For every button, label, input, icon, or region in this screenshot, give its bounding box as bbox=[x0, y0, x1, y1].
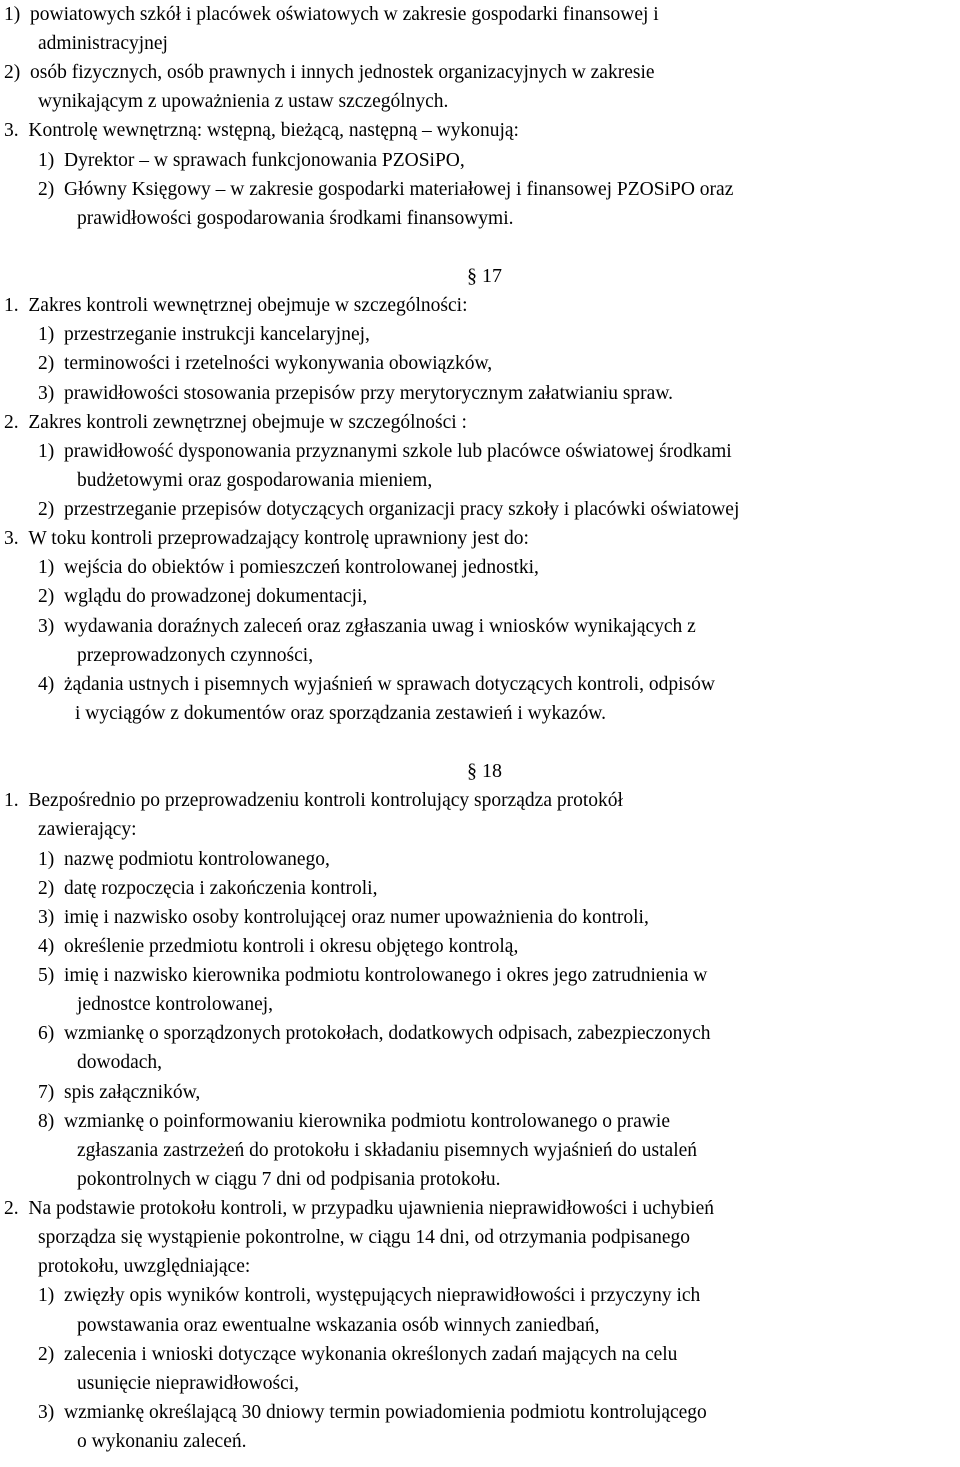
list-item: 4) żądania ustnych i pisemnych wyjaśnień w sprawach dotyczących kontroli, odpisów bbox=[38, 674, 715, 695]
list-item: 2) wglądu do prowadzonej dokumentacji, bbox=[38, 586, 368, 607]
list-item: 2) osób fizycznych, osób prawnych i innych jednostek organizacyjnych w zakresie bbox=[4, 62, 655, 83]
text-line: przeprowadzonych czynności, bbox=[77, 645, 314, 666]
list-item: 2) datę rozpoczęcia i zakończenia kontroli, bbox=[38, 878, 378, 899]
text-line: sporządza się wystąpienie pokontrolne, w ciągu 14 dni, od otrzymania podpisanego bbox=[38, 1227, 690, 1248]
list-item: 2. Zakres kontroli zewnętrznej obejmuje w szczególności : bbox=[4, 412, 467, 433]
list-item: 2) Główny Księgowy – w zakresie gospodarki materiałowej i finansowej PZOSiPO oraz bbox=[38, 179, 734, 200]
text-line: dowodach, bbox=[77, 1052, 163, 1073]
list-item: 1) prawidłowość dysponowania przyznanymi szkole lub placówce oświatowej środkami bbox=[38, 441, 732, 462]
list-item: 1. Zakres kontroli wewnętrznej obejmuje w szczególności: bbox=[4, 295, 468, 316]
list-item: 3) wzmiankę określającą 30 dniowy termin powiadomienia podmiotu kontrolującego bbox=[38, 1402, 707, 1423]
list-item: 5) imię i nazwisko kierownika podmiotu kontrolowanego i okres jego zatrudnienia w bbox=[38, 965, 708, 986]
section-heading: § 18 bbox=[467, 760, 502, 782]
list-item: 2) przestrzeganie przepisów dotyczących organizacji pracy szkoły i placówki oświatowej bbox=[38, 499, 740, 520]
text-line: budżetowymi oraz gospodarowania mieniem, bbox=[77, 470, 433, 491]
text-line: zawierający: bbox=[38, 819, 137, 840]
list-item: 8) wzmiankę o poinformowaniu kierownika podmiotu kontrolowanego o prawie bbox=[38, 1111, 670, 1132]
list-item: 3) prawidłowości stosowania przepisów przy merytorycznym załatwianiu spraw. bbox=[38, 383, 674, 404]
text-line: pokontrolnych w ciągu 7 dni od podpisania protokołu. bbox=[77, 1169, 501, 1190]
list-item: 3. W toku kontroli przeprowadzający kontrolę uprawniony jest do: bbox=[4, 528, 529, 549]
text-line: i wyciągów z dokumentów oraz sporządzania zestawień i wykazów. bbox=[75, 703, 606, 724]
list-item: 4) określenie przedmiotu kontroli i okresu objętego kontrolą, bbox=[38, 936, 519, 957]
list-item: 1) przestrzeganie instrukcji kancelaryjnej, bbox=[38, 324, 370, 345]
list-item: 1) wejścia do obiektów i pomieszczeń kontrolowanej jednostki, bbox=[38, 557, 539, 578]
text-line: administracyjnej bbox=[38, 33, 168, 54]
text-line: jednostce kontrolowanej, bbox=[77, 994, 274, 1015]
list-item: 7) spis załączników, bbox=[38, 1082, 201, 1103]
text-line: protokołu, uwzględniające: bbox=[38, 1256, 251, 1277]
list-item: 3. Kontrolę wewnętrzną: wstępną, bieżącą, następną – wykonują: bbox=[4, 120, 519, 141]
text-line: wynikającym z upoważnienia z ustaw szczególnych. bbox=[38, 91, 449, 112]
text-line: o wykonaniu zaleceń. bbox=[77, 1431, 247, 1452]
list-item: 1) zwięzły opis wyników kontroli, występujących nieprawidłowości i przyczyny ich bbox=[38, 1285, 701, 1306]
list-item: 2) terminowości i rzetelności wykonywania obowiązków, bbox=[38, 353, 493, 374]
list-item: 3) imię i nazwisko osoby kontrolującej oraz numer upoważnienia do kontroli, bbox=[38, 907, 649, 928]
list-item: 6) wzmiankę o sporządzonych protokołach, dodatkowych odpisach, zabezpieczonych bbox=[38, 1023, 711, 1044]
list-item: 3) wydawania doraźnych zaleceń oraz zgłaszania uwag i wniosków wynikających z bbox=[38, 616, 696, 637]
list-item: 2. Na podstawie protokołu kontroli, w przypadku ujawnienia nieprawidłowości i uchybień bbox=[4, 1198, 714, 1219]
list-item: 2) zalecenia i wnioski dotyczące wykonania określonych zadań mających na celu bbox=[38, 1344, 678, 1365]
text-line: prawidłowości gospodarowania środkami finansowymi. bbox=[77, 208, 514, 229]
section-heading: § 17 bbox=[467, 265, 502, 287]
list-item: 1) powiatowych szkół i placówek oświatowych w zakresie gospodarki finansowej i bbox=[4, 4, 659, 25]
list-item: 1) Dyrektor – w sprawach funkcjonowania PZOSiPO, bbox=[38, 150, 465, 171]
list-item: 1) nazwę podmiotu kontrolowanego, bbox=[38, 849, 330, 870]
text-line: powstawania oraz ewentualne wskazania osób winnych zaniedbań, bbox=[77, 1315, 600, 1336]
text-line: usunięcie nieprawidłowości, bbox=[77, 1373, 300, 1394]
list-item: 1. Bezpośrednio po przeprowadzeniu kontroli kontrolujący sporządza protokół bbox=[4, 790, 623, 811]
text-line: zgłaszania zastrzeżeń do protokołu i składaniu pisemnych wyjaśnień do ustaleń bbox=[77, 1140, 698, 1161]
